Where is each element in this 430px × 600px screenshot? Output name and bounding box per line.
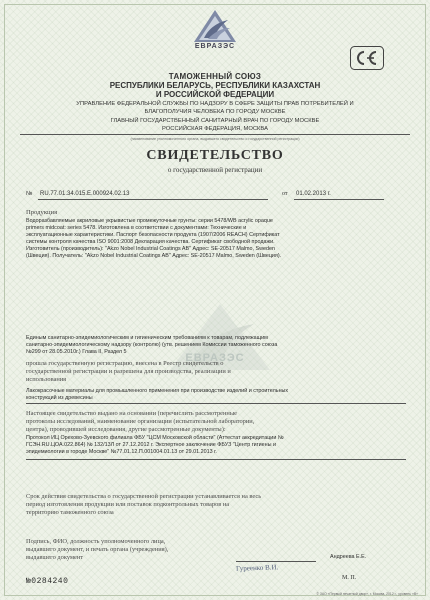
paragraph-line: центра), проводившей исследования, другие рассмотренные документы): [26, 426, 226, 433]
requirements-line: Единым санитарно-эпидемиологическим и гигиеническим требованиям к товарам, подлежащим [26, 335, 268, 341]
usage-text [26, 388, 406, 402]
member-states-line-2: И РОССИЙСКОЙ ФЕДЕРАЦИИ [155, 90, 275, 99]
printer-note: © ЗАО «Первый печатный двор», г. Москва, 2012 г., уровень «В» [316, 592, 418, 596]
product-line: Водоразбавляемые акриловые укрывистые промежуточные грунты: серии 5478/WB acrylic opaque [26, 218, 273, 224]
paragraph-line: протоколы исследований, наименование организации (испытательной лаборатории, [26, 418, 255, 425]
signature-line [236, 561, 316, 562]
usage-line: конструкций из древесины [26, 395, 93, 401]
document-subtitle: о государственной регистрации [167, 166, 263, 174]
usage-line: Лакокрасочные материалы для промышленного применения при производстве изделий и строительных [26, 388, 289, 394]
product-line: эксплуатационные характеристики. Паспорт безопасности продукта (1907/2006 REACH) Сертификат [26, 232, 280, 238]
product-label: Продукция [26, 209, 58, 216]
authority-line-4: РОССИЙСКАЯ ФЕДЕРАЦИЯ, МОСКВА [162, 126, 268, 133]
paragraph-line: выдавшего документ, и печать органа (учреждения), [26, 546, 169, 553]
basis-documents [26, 435, 406, 456]
background-seal-text: ЕВРАЗЭС [185, 352, 245, 364]
basis-underline [26, 459, 406, 460]
product-line: системы контроля качества ISO 9001:2008 Декларация качества. Сертификат свободной продажи. [26, 239, 275, 245]
eurasec-emblem-icon [190, 8, 240, 58]
member-states-line: РЕСПУБЛИКИ БЕЛАРУСЬ, РЕСПУБЛИКИ КАЗАХСТАН [109, 81, 321, 90]
registration-number-underline [38, 199, 268, 200]
basis-paragraph [26, 410, 416, 434]
authority-line-1: УПРАВЛЕНИЕ ФЕДЕРАЛЬНОЙ СЛУЖБЫ ПО НАДЗОРУ В СФЕРЕ ЗАЩИТЫ ПРАВ ПОТРЕБИТЕЛЕЙ И [76, 101, 354, 107]
registration-passed-paragraph [26, 360, 416, 384]
paragraph-line: территорию таможенного союза [26, 509, 114, 516]
paragraph-line: прошла государственную регистрацию, внесена в Реестр свидетельств о [26, 360, 224, 367]
product-line: (Швеция). Получатель: "Akzo Nobel Industrial Coatings AB" Адрес: SE-20517 Malmo, Sweden (Швеция). [26, 253, 282, 259]
header-divider [20, 134, 410, 135]
customs-union-title: ТАМОЖЕННЫЙ СОЮЗ [168, 72, 262, 81]
paragraph-line: Срок действия свидетельства о государственной регистрации устанавливается на весь [26, 493, 262, 500]
paragraph-line: использования [26, 376, 67, 383]
authority-line-3: ГЛАВНЫЙ ГОСУДАРСТВЕННЫЙ САНИТАРНЫЙ ВРАЧ ПО ГОРОДУ МОСКВЕ [110, 117, 320, 124]
basis-line: Протокол ИЦ Орехово-Зуевского филиала ФБУ "ЦСМ Московской области" (Аттестат аккредитации № [26, 435, 284, 441]
paragraph-line: Настоящее свидетельство выдано на основании (перечислить рассмотренные [26, 410, 237, 417]
signature-paragraph [26, 538, 286, 562]
signatory-name: Андреева Е.Е. [330, 554, 367, 560]
emblem-caption: ЕВРАЗЭС [194, 43, 236, 50]
serial-number: №0284240 [26, 577, 69, 586]
paragraph-line: государственной регистрации и разрешена для производства, реализации и [26, 368, 231, 375]
authority-line-2: БЛАГОПОЛУЧИЯ ЧЕЛОВЕКА ПО ГОРОДУ МОСКВЕ [144, 109, 286, 116]
requirements-text [26, 335, 406, 356]
basis-line: эпидемиологии в городе Москве" №77.01.12.П.001004.01.13 от 29.01.2013 г. [26, 449, 217, 455]
conformity-mark-icon [350, 46, 384, 70]
paragraph-line: Подпись, ФИО, должность уполномоченного лица, [26, 538, 166, 545]
usage-underline [26, 403, 406, 404]
authority-note: (наименование уполномоченного органа, выдавшего свидетельство о государственной регистрации) [130, 137, 300, 141]
requirements-line: санитарно-эпидемиологическому надзору (контролю) (утв. решением Комиссии таможенного союза [26, 342, 278, 348]
seal-label: М. П. [342, 575, 357, 581]
product-description [26, 218, 406, 260]
authority-block [20, 100, 410, 134]
registration-number: RU.77.01.34.015.Е.000924.02.13 [40, 191, 130, 197]
document-title: СВИДЕТЕЛЬСТВО [146, 148, 284, 163]
stamp-name: Гуреенко В.И. [235, 563, 279, 573]
requirements-line: №299 от 28.05.2010г.) Глава II, Раздел 5 [26, 349, 127, 355]
product-line: primers midcoat: series 5478. Изготовлена в соответствии с документами: Технические и [26, 225, 247, 231]
registration-date-underline [294, 199, 384, 200]
validity-paragraph [26, 493, 416, 517]
registration-date: 01.02.2013 г. [296, 191, 331, 197]
registration-date-label: от [282, 191, 288, 197]
registration-number-label: № [26, 191, 33, 197]
paragraph-line: выдавшего документ [26, 554, 84, 561]
product-line: Изготовитель (производитель): "Akzo Nobel Industrial Coatings AB" Адрес: SE-20517 Malmo, Sweden [26, 246, 276, 252]
basis-line: ГСЭН.RU.ЦОА.022.864) № 132/13Л от 27.12.2012 г. Экспертное заключение ФБУЗ "Центр гигиены и [26, 442, 277, 448]
paragraph-line: период изготовления продукции или поставок подконтрольных товаров на [26, 501, 230, 508]
